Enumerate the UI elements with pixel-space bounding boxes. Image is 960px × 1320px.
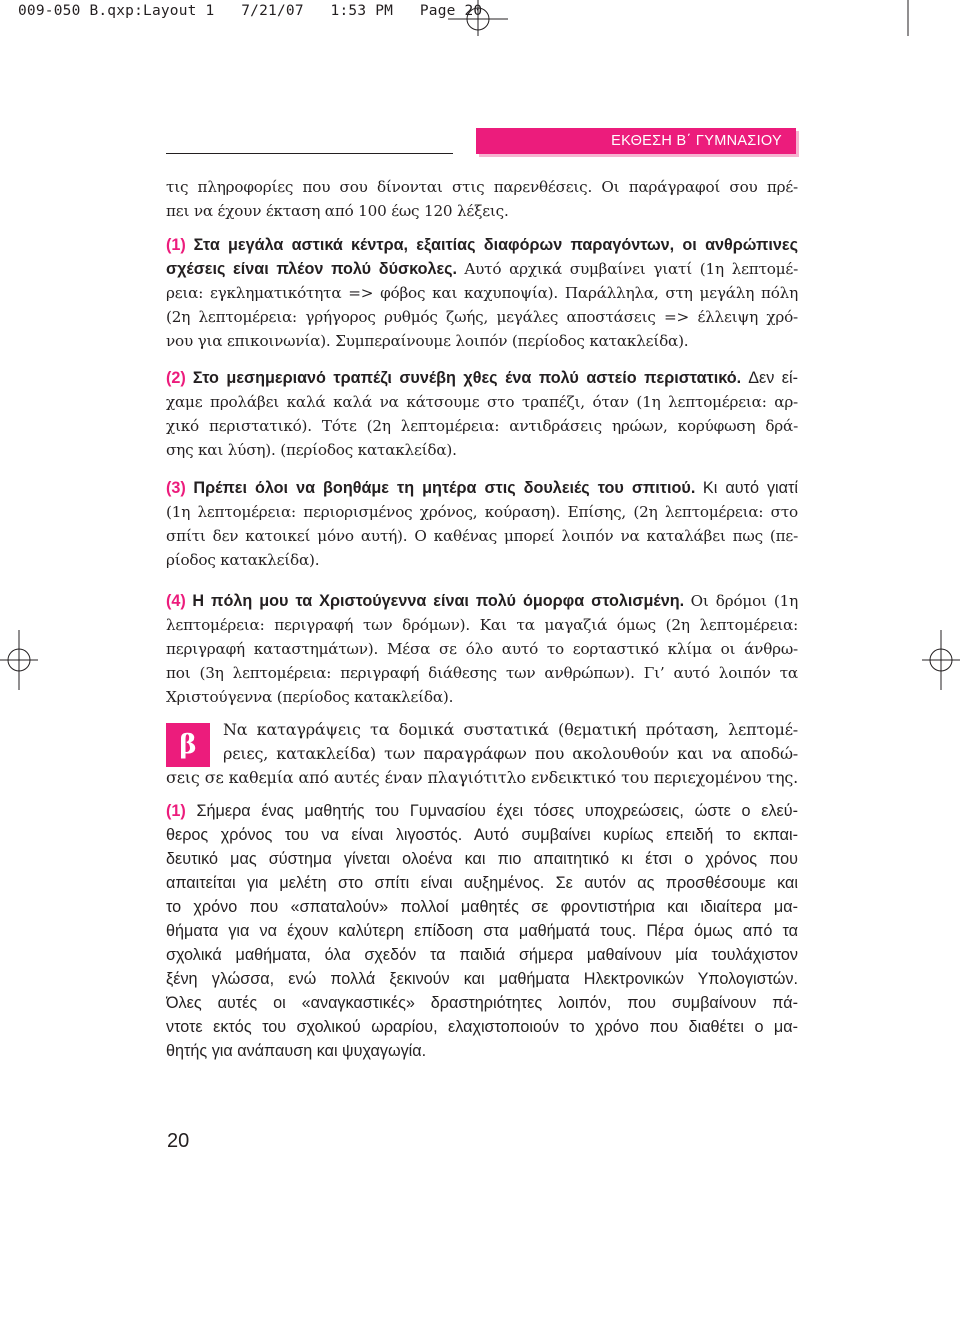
example-paragraph-3 [166, 476, 798, 572]
exercise-paragraph-1 [166, 799, 798, 1063]
section-header-title: ΕΚΘΕΣΗ Β΄ ΓΥΜΝΑΣΙΟΥ [611, 133, 782, 149]
topic-sentence: Στα μεγάλα αστικά κέντρα, εξαιτίας διαφόρων παραγόντων, οι ανθρώπινες [193, 236, 798, 254]
text-line: ξένη γλώσσα, ενώ πολλά ξεκινούν και μαθήματα Ηλεκτρονικών Υπολογιστών. [166, 970, 798, 988]
paragraph-number: (2) [166, 369, 186, 387]
text-line: απαιτείται για μελέτη στο σπίτι είναι αυξημένος. Σε αυτόν ας προσθέσουμε και [166, 874, 798, 892]
paragraph-number: (4) [166, 592, 186, 610]
text-line: περιγραφή καταστημάτων). Μέσα σε όλο αυτό το εορταστικό κλίμα οι άνθρω- [166, 640, 798, 658]
text-line: θήματα για να έχουν καλύτερη επίδοση στα μαθήματά τους. Πέρα όμως από τα [166, 922, 798, 940]
text-line: σπίτι δεν κατοικεί μόνο αυτή). Ο καθένας μπορεί λοιπόν να καταλάβει πως (πε- [166, 527, 798, 545]
text-line: θητής για ανάπαυση και ψυχαγωγία. [166, 1042, 427, 1060]
text-line: σχολικά μαθήματα, όλα σχεδόν τα παιδιά σήμερα μαθαίνουν μία τουλάχιστον [166, 946, 798, 964]
example-paragraph-1 [166, 233, 798, 353]
text-line: Να καταγράψεις τα δομικά συστατικά (θεματική πρόταση, λεπτομέ- [223, 720, 798, 739]
text-line: Οι δρόμοι (1η [690, 592, 798, 610]
example-paragraph-2 [166, 366, 798, 462]
text-line: χαμε προλάβει καλά καλά να κάτσουμε στο τραπέζι, όταν (1η λεπτομέρεια: αρ- [166, 393, 798, 411]
text-line: δευτικό μας σύστημα γίνεται ολοένα και πιο απαιτητικό κι έτσι ο χρόνος που [166, 850, 798, 868]
paragraph-number: (1) [166, 802, 186, 820]
text-line: Αυτό αρχικά συμβαίνει γιατί (1η λεπτομέ- [464, 260, 798, 278]
text-line: ρίοδος κατακλείδα). [166, 551, 320, 569]
text-line: τις πληροφορίες που σου δίνονται στις παρενθέσεις. Οι παράγραφοί σου πρέ- [166, 178, 798, 196]
text-line: θερος χρόνος του να είναι λιγοστός. Αυτό συμβαίνει κυρίως επειδή το εκπαι- [166, 826, 798, 844]
text-line: Χριστούγεννα (περίοδος κατακλείδα). [166, 688, 454, 706]
text-line: χικό περιστατικό). Τότε (2η λεπτομέρεια: αντιδράσεις ηρώων, κορύφωση δρά- [166, 417, 798, 435]
text-line: (2η λεπτομέρεια: γρήγορος ρυθμός ζωής, μεγάλες αποστάσεις => έλλειψη χρό- [166, 308, 798, 326]
text-line: (1η λεπτομέρεια: περιορισμένος χρόνος, κούραση). Επίσης, (2η λεπτομέρεια: στο [166, 503, 798, 521]
section-header-tab [476, 128, 796, 154]
topic-sentence: Στο μεσημεριανό τραπέζι συνέβη χθες ένα πολύ αστείο περιστατικό. [192, 369, 742, 387]
header-rule [166, 153, 453, 154]
intro-paragraph [166, 175, 798, 223]
paragraph-number: (1) [166, 236, 186, 254]
exercise-letter-badge: β [166, 723, 210, 767]
page-number: 20 [167, 1130, 190, 1152]
text-line: Όλες αυτές οι «αναγκαστικές» δραστηριότητες λοιπόν, που συμβαίνουν πά- [166, 994, 798, 1012]
text-line: Δεν εί- [748, 369, 798, 387]
text-line: ντοτε εκτός του σχολικού ωραρίου, ελαχιστοποιούν το χρόνο που διαθέτει ο μα- [166, 1018, 798, 1036]
topic-sentence: Η πόλη μου τα Χριστούγεννα είναι πολύ όμορφα στολισμένη. [192, 592, 685, 610]
example-paragraph-4 [166, 589, 798, 709]
paragraph-number: (3) [166, 479, 186, 497]
text-line: πει να έχουν έκταση από 100 έως 120 λέξεις. [166, 202, 509, 220]
text-line: το χρόνο που «σπαταλούν» πολλοί μαθητές σε φροντιστήρια και ιδιαίτερα μα- [166, 898, 798, 916]
text-line: ποι (3η λεπτομέρεια: περιγραφή διάθεσης των ανθρώπων). Γι’ αυτό λοιπόν τα [166, 664, 798, 682]
text-line: Σήμερα ένας μαθητής του Γυμνασίου έχει τόσες υποχρεώσεις, ώστε ο ελεύ- [196, 802, 798, 820]
topic-sentence: Πρέπει όλοι να βοηθάμε τη μητέρα στις δουλειές του σπιτιού. [193, 479, 696, 497]
text-line: ρεια: εγκληματικότητα => φόβος και καχυποψία). Παράλληλα, στη μεγάλη πόλη [166, 284, 798, 302]
text-line: σεις σε καθεμία από αυτές έναν πλαγιότιτλο ενδεικτικό του περιεχομένου της. [166, 768, 798, 787]
topic-sentence-end: σχέσεις είναι πλέον πολύ δύσκολες. [166, 260, 458, 278]
text-line: Κι αυτό γιατί [702, 479, 798, 497]
print-slug: 009-050 B.qxp:Layout 1 7/21/07 1:53 PM Page 20 [18, 3, 483, 19]
text-line: σης και λύση). (περίοδος κατακλείδα). [166, 441, 457, 459]
text-line: ρειες, κατακλείδα) των παραγράφων που ακολουθούν και να αποδώ- [223, 744, 798, 763]
text-line: λεπτομέρεια: περιγραφή των δρόμων). Και τα μαγαζιά όμως (2η λεπτομέρεια: [166, 616, 798, 634]
text-line: νου για επικοινωνία). Συμπεραίνουμε λοιπόν (περίοδος κατακλείδα). [166, 332, 689, 350]
exercise-b-instructions [223, 718, 798, 766]
exercise-b-instructions-end [166, 766, 798, 790]
